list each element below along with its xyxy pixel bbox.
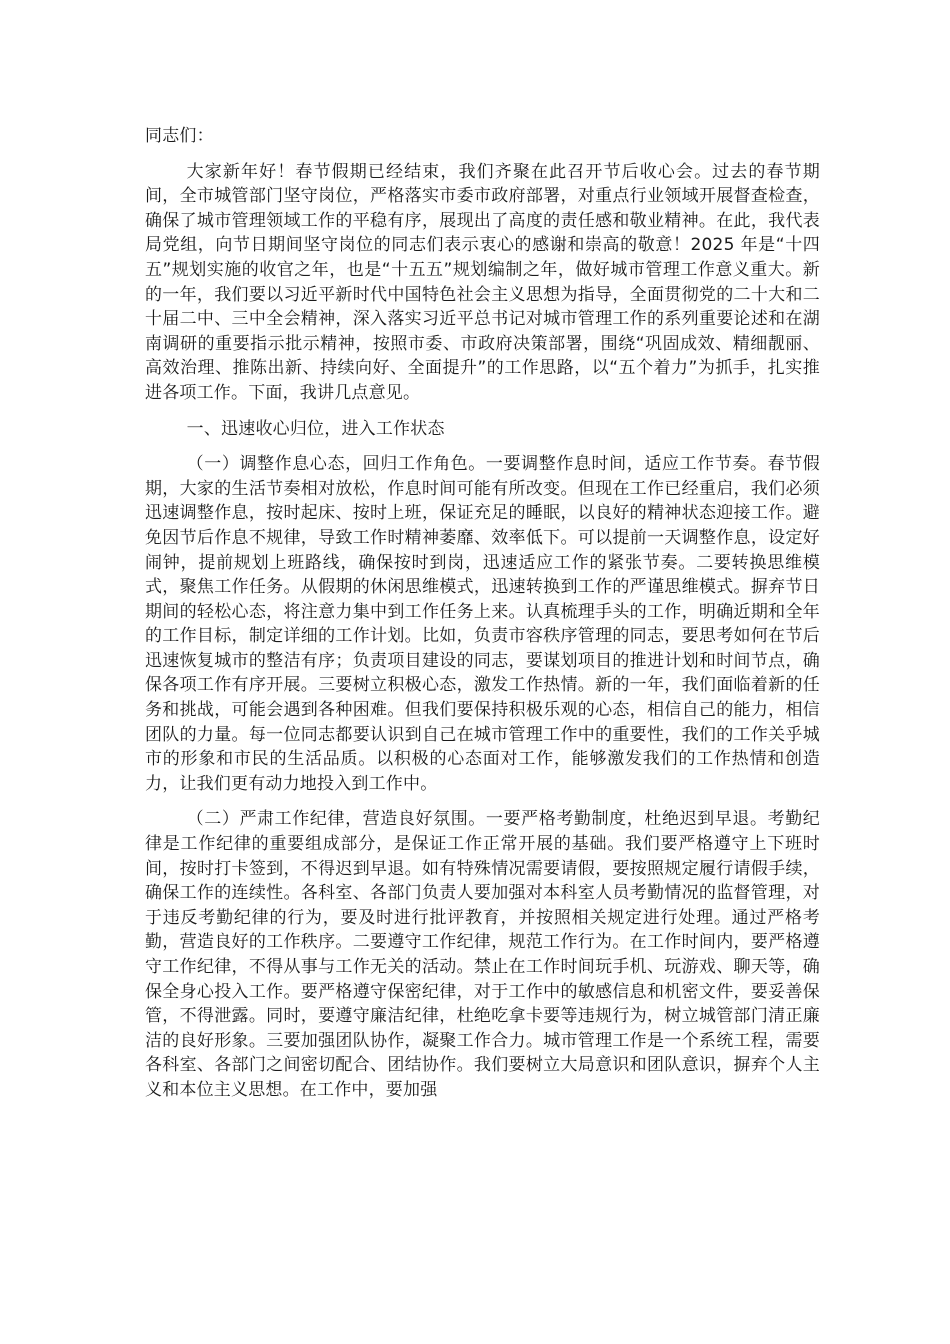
opening-paragraph: 大家新年好！春节假期已经结束，我们齐聚在此召开节后收心会。过去的春节期间，全市城管部门坚守岗位，严格落实市委市政府部署，对重点行业领域开展督查检查，确保了城市管理领域工作的平稳有序，展现出了高度的责任感和敬业精神。在此，我代表局党组，向节日期间坚守岗位的同志们表示衷心的感谢和崇高的敬意！2025 年是“十四五”规划实施的收官之年，也是“十五五”规划编制之年，做好城市管理工作意义重大。新的一年，我们要以习近平新时代中国特色社会主义思想为指导，全面贯彻党的二十大和二十届二中、三中全会精神，深入落实习近平总书记对城市管理工作的系列重要论述和在湖南调研的重要指示批示精神，按照市委、市政府决策部署，围绕“巩固成效、精细靓丽、高效治理、推陈出新、持续向好、全面提升”的工作思路，以“五个着力”为抓手，扎实推进各项工作。下面，我讲几点意见。 [145,161,820,403]
salutation: 同志们： [145,126,214,146]
section-heading: 一、迅速收心归位，进入工作状态 [186,418,445,439]
subsection-paragraph-1: （一）调整作息心态，回归工作角色。一要调整作息时间，适应工作节奏。春节假期，大家的生活节奏相对放松，作息时间可能有所改变。但现在工作已经重启，我们必须迅速调整作息，按时起床、按时上班，保证充足的睡眠，以良好的精神状态迎接工作。避免因节后作息不规律，导致工作时精神萎靡、效率低下。可以提前一天调整作息，设定好闹钟，提前规划上班路线，确保按时到岗，迅速适应工作的紧张节奏。二要转换思维模式，聚焦工作任务。从假期的休闲思维模式，迅速转换到工作的严谨思维模式。摒弃节日期间的轻松心态，将注意力集中到工作任务上来。认真梳理手头的工作，明确近期和全年的工作目标，制定详细的工作计划。比如，负责市容秩序管理的同志，要思考如何在节后迅速恢复城市的整洁有序；负责项目建设的同志，要谋划项目的推进计划和时间节点，确保各项工作有序开展。三要树立积极心态，激发工作热情。新的一年，我们面临着新的任务和挑战，可能会遇到各种困难。但我们要保持积极乐观的心态，相信自己的能力，相信团队的力量。每一位同志都要认识到自己在城市管理工作中的重要性，我们的工作关乎城市的形象和市民的生活品质。以积极的心态面对工作，能够激发我们的工作热情和创造力，让我们更有动力地投入到工作中。 [145,454,820,794]
subsection-paragraph-2: （二）严肃工作纪律，营造良好氛围。一要严格考勤制度，杜绝迟到早退。考勤纪律是工作纪律的重要组成部分，是保证工作正常开展的基础。我们要严格遵守上下班时间，按时打卡签到，不得迟到早退。如有特殊情况需要请假，要按照规定履行请假手续，确保工作的连续性。各科室、各部门负责人要加强对本科室人员考勤情况的监督管理，对于违反考勤纪律的行为，要及时进行批评教育，并按照相关规定进行处理。通过严格考勤，营造良好的工作秩序。二要遵守工作纪律，规范工作行为。在工作时间内，要严格遵守工作纪律，不得从事与工作无关的活动。禁止在工作时间玩手机、玩游戏、聊天等，确保全身心投入工作。要严格遵守保密纪律，对于工作中的敏感信息和机密文件，要妥善保管，不得泄露。同时，要遵守廉洁纪律，杜绝吃拿卡要等违规行为，树立城管部门清正廉洁的良好形象。三要加强团队协作，凝聚工作合力。城市管理工作是一个系统工程，需要各科室、各部门之间密切配合、团结协作。我们要树立大局意识和团队意识，摒弃个人主义和本位主义思想。在工作中，要加强 [145,809,820,1100]
document-page [145,120,820,1114]
